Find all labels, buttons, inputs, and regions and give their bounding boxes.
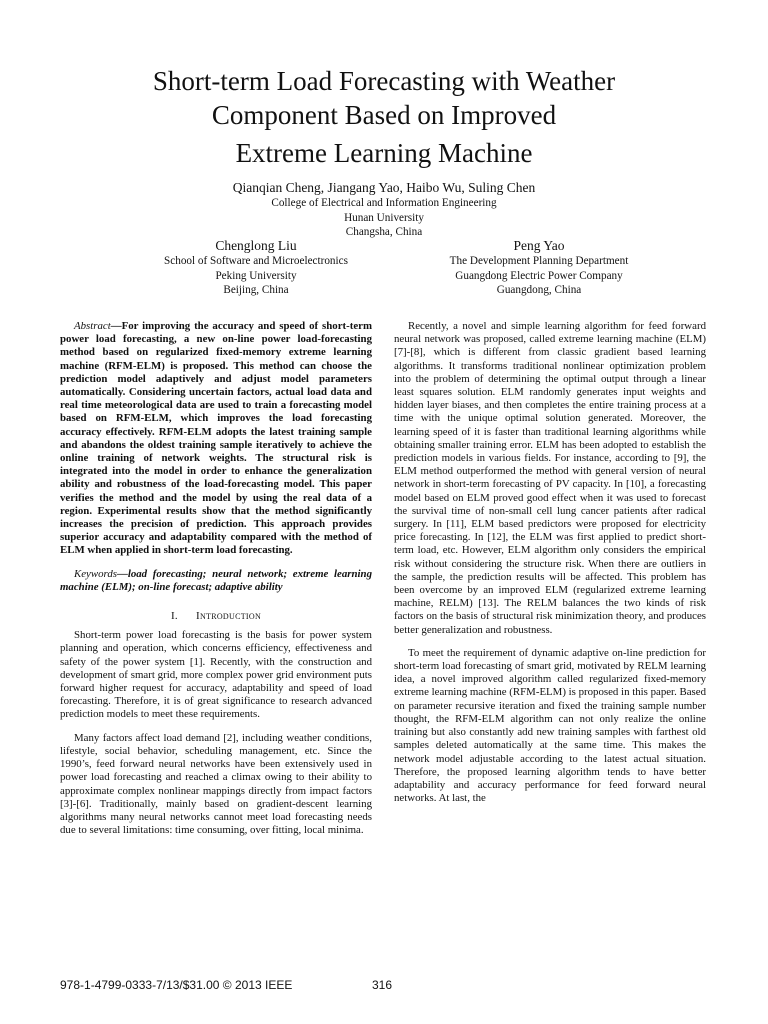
- main-author-block: [0, 180, 768, 240]
- right-column: [394, 320, 706, 815]
- right-author-name: Peng Yao: [513, 238, 565, 253]
- left-affiliation-line-1: School of Software and Microelectronics: [164, 255, 348, 267]
- keywords-text: —load forecasting; neural network; extreme learning machine (ELM); on-line forecast; adaptive ability: [60, 567, 372, 593]
- title-line-3: Extreme Learning Machine: [235, 138, 533, 168]
- right-affiliation-line-2: Guangdong Electric Power Company: [455, 269, 623, 282]
- left-author-name: Chenglong Liu: [215, 238, 297, 253]
- right-affiliation-line-1: The Development Planning Department: [449, 255, 629, 267]
- main-affiliation-line-2: Hunan University: [344, 211, 424, 224]
- main-author-names: Qianqian Cheng, Jiangang Yao, Haibo Wu, Suling Chen: [232, 180, 536, 195]
- left-column: [60, 320, 372, 847]
- section-heading: [60, 610, 372, 623]
- abstract-lead: Abstract: [74, 320, 111, 332]
- main-affiliation-line-3: Changsha, China: [345, 226, 423, 238]
- page-number: 316: [372, 978, 393, 992]
- paper-title: [40, 64, 728, 170]
- right-author-block: [389, 237, 689, 298]
- section-title: Introduction: [195, 610, 262, 623]
- col1-paragraph-2: Many factors affect load demand [2], including weather conditions, lifestyle, social behavior, scheduling management, etc. Since the 1990’s, feed forward neural networks have been extensively used in power load forecasting and reached a climax owing to their ability to approximate complex nonlinear mappings directly from impact factors [3]-[6]. Traditionally, mainly based on gradient-descent learning algorithms many neural networks cannot meet load forecasting needs due to several limitations: time consuming, over fitting, local minima.: [60, 731, 372, 837]
- title-line-1: Short-term Load Forecasting with Weather: [152, 66, 616, 96]
- left-affiliation-line-2: Peking University: [215, 269, 297, 282]
- left-author-block: [106, 237, 406, 298]
- col1-paragraph-1: Short-term power load forecasting is the basis for power system planning and operation, which concerns efficiency, effectiveness and safety of the power system [1]. Recently, with the construction and development of smart grid, more complex power grid environment puts forward higher request for accuracy, adaptability and speed of load forecasting. Therefore, it is of great significance to research advanced prediction models to meet these requirements.: [60, 629, 372, 721]
- col2-paragraph-1: Recently, a novel and simple learning algorithm for feed forward neural network was proposed, called extreme learning machine (ELM) [7]-[8], which is different from classic gradient based learning algorithms. It transforms traditional nonlinear optimization problem into the problem of determining the optimal output through a linear least squares solution. ELM randomly generates input weights and hidden layer biases, and then completes the entire training process at a time with the unique optimal solution generated. Moreover, the learning speed of it is faster than traditional learning algorithms while obtaining smaller training error. ELM has been adopted to establish the prediction models in various fields. For instance, according to [9], the ELM method outperformed the method with general version of neural network in short-term forecasting of PV capacity. In [10], a forecasting model based on ELM proved good effect when it was used to forecast the survival time of non-small cell lung cancer patients after radical surgery. In [11], ELM based predictors were proposed for electricity price forecasting. In [12], the ELM was first applied to predict short-term load, etc. However, ELM algorithm only considers the empirical risk without considering the structure risk. When there are outliers in the sample, the prediction results will be affected. This problem has been overcome by an improved ELM (regularized extreme learning machine, RELM) [13]. The RELM balances the two kinds of risk factors on the basis of structural risk minimization theory, and produces better generalization and robustness.: [394, 320, 706, 636]
- keywords-lead: Keywords: [74, 567, 117, 580]
- col2-paragraph-2: To meet the requirement of dynamic adaptive on-line prediction for short-term load forecasting of smart grid, motivated by RELM learning idea, a novel improved algorithm called regularized fixed-memory extreme learning machine (RFM-ELM) is proposed in this paper. Based on parameter recursive iteration and fixed the training sample number thought, the RFM-ELM algorithm can not only realize the online training but also constantly add new training samples with farthest old samples deleted automatically at the same time. This makes the network model adjustable according to the latest actual situation. Therefore, the proposed learning algorithm tends to have better adaptability and accuracy performance for feed forward neural networks. At last, the: [394, 646, 706, 805]
- keywords: [60, 568, 372, 594]
- section-number: I.: [170, 610, 178, 623]
- abstract: [60, 320, 372, 558]
- title-line-2: Component Based on Improved: [211, 100, 557, 130]
- left-affiliation-line-3: Beijing, China: [223, 284, 289, 296]
- abstract-text: —For improving the accuracy and speed of short-term power load forecasting, a new on-line power load-forecasting method based on regularized fixed-memory extreme learning machine (RFM-ELM) is proposed. This method can choose the prediction model adaptively and adjust model parameters automatically. Considering uncertain factors, actual load data and real time meteorological data are used to train a forecasting model based on RFM-ELM, which improves the load forecasting accuracy effectively. RFM-ELM adopts the latest training sample and abandons the oldest training sample iteratively to achieve the online training of network weights. The structural risk is integrated into the model in order to enhance the generalization ability and robustness of the load-forecasting model. This paper verifies the method and the model by using the real data of a region. Experimental results show that the method significantly increases the precision of prediction. This approach provides superior accuracy and adaptability compared with the method of ELM when applied in short-term load forecasting.: [60, 320, 372, 557]
- footer-isbn: 978-1-4799-0333-7/13/$31.00 © 2013 IEEE: [60, 978, 293, 992]
- main-affiliation-line-1: College of Electrical and Information Engineering: [271, 197, 497, 209]
- right-affiliation-line-3: Guangdong, China: [496, 284, 582, 296]
